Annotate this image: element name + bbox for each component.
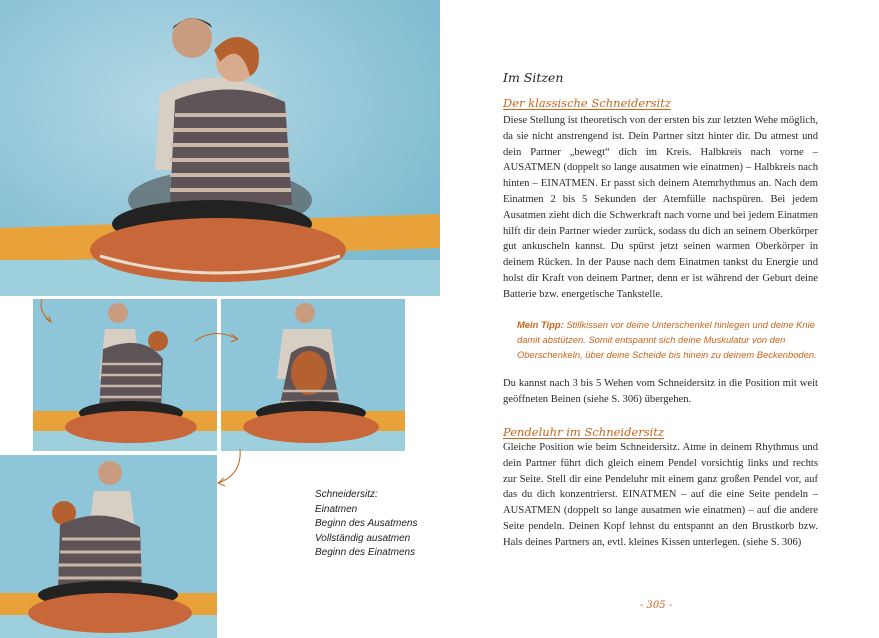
couple-sitting-illustration xyxy=(0,0,440,296)
page-number: - 305 - xyxy=(640,600,673,611)
tip-box xyxy=(517,317,817,362)
tip-label: Mein Tipp: xyxy=(517,319,564,330)
photo-schneidersitz-einatmen xyxy=(0,0,440,296)
couple-bending-illustration xyxy=(221,299,405,451)
caption-title: Schneidersitz: xyxy=(315,489,378,500)
photo-caption xyxy=(315,488,445,561)
curved-arrow-icon xyxy=(214,447,244,487)
section-heading: Pendeluhr im Schneidersitz xyxy=(503,425,665,439)
curved-arrow-icon xyxy=(36,297,60,327)
caption-line: Beginn des Einatmens xyxy=(315,547,416,559)
caption-line: Einatmen xyxy=(315,503,358,515)
caption-line: Beginn des Ausatmens xyxy=(315,518,418,530)
tip-text: Stillkissen vor deine Unterschenkel hinlegen und deine Knie damit abstützen. Somit entspannt sich deine Muskulatur von den Oberschenkeln, über deine Scheide bis hinein zu deinem Beckenboden. xyxy=(517,319,817,360)
couple-returning-illustration xyxy=(0,455,217,638)
photo-vollstaendig-ausatmen xyxy=(221,299,405,451)
section-body: Gleiche Position wie beim Schneidersitz. Atme in deinem Rhythmus und dein Partner führt dich gleich einem Pendel vorsichtig links und rechts zur Seite. Stell dir eine Pendeluhr mit einem ganz großen Pendel vor, auf das du dich konzentrierst. EINATMEN – auf die eine Seite pendeln – AUSATMEN (doppelt so lange ausatmen wie einatmen) – auf die andere Seite pendeln. Deinen Kopf lehnst du entspannt an den Brustkorb bzw. Hals deines Partners an, evtl. kleines Kissen unterlegen. (siehe S. 306) xyxy=(503,442,818,548)
section-body: Diese Stellung ist theoretisch von der ersten bis zur letzten Wehe möglich, da sie nicht anstrengend ist. Dein Partner sitzt hinter dir. Du atmest und dein Partner „bewegt“ dich im Kreis. Halbkreis nach vorne – AUSATMEN (doppelt so lange ausatmen wie einatmen) – Halbkreis nach hinten – EINATMEN. Er passt sich deinem Atemrhythmus an. Nach dem Einatmen 2 bis 5 Sekunden der Atemfülle nachspüren. Bei jedem Ausatmen zieht dich die Schwerkraft nach vorne und bei jedem Einatmen hilft dir dein Partner wieder zurück, sodass du dich an seinem Oberkörper gut ankuscheln kannst. Du spürst jetzt seinen warmen Oberkörper in deinem Rücken. In der Pause nach dem Einatmen tankst du Energie und holst dir Kraft von deinem Partner, denn er ist während der Geburt deine Batterie bzw. energetische Tankstelle. xyxy=(503,115,818,300)
caption-line: Vollständig ausatmen xyxy=(315,532,411,544)
chapter-heading: Im Sitzen xyxy=(503,70,564,85)
photo-beginn-einatmen xyxy=(0,455,217,638)
photo-beginn-ausatmen xyxy=(33,299,217,451)
curved-arrow-icon xyxy=(193,329,241,349)
transition-paragraph: Du kannst nach 3 bis 5 Wehen vom Schneidersitz in die Position mit weit geöffneten Beinen (siehe S. 306) übergehen. xyxy=(503,378,818,405)
section-heading: Der klassische Schneidersitz xyxy=(503,96,671,110)
couple-leaning-illustration xyxy=(33,299,217,451)
